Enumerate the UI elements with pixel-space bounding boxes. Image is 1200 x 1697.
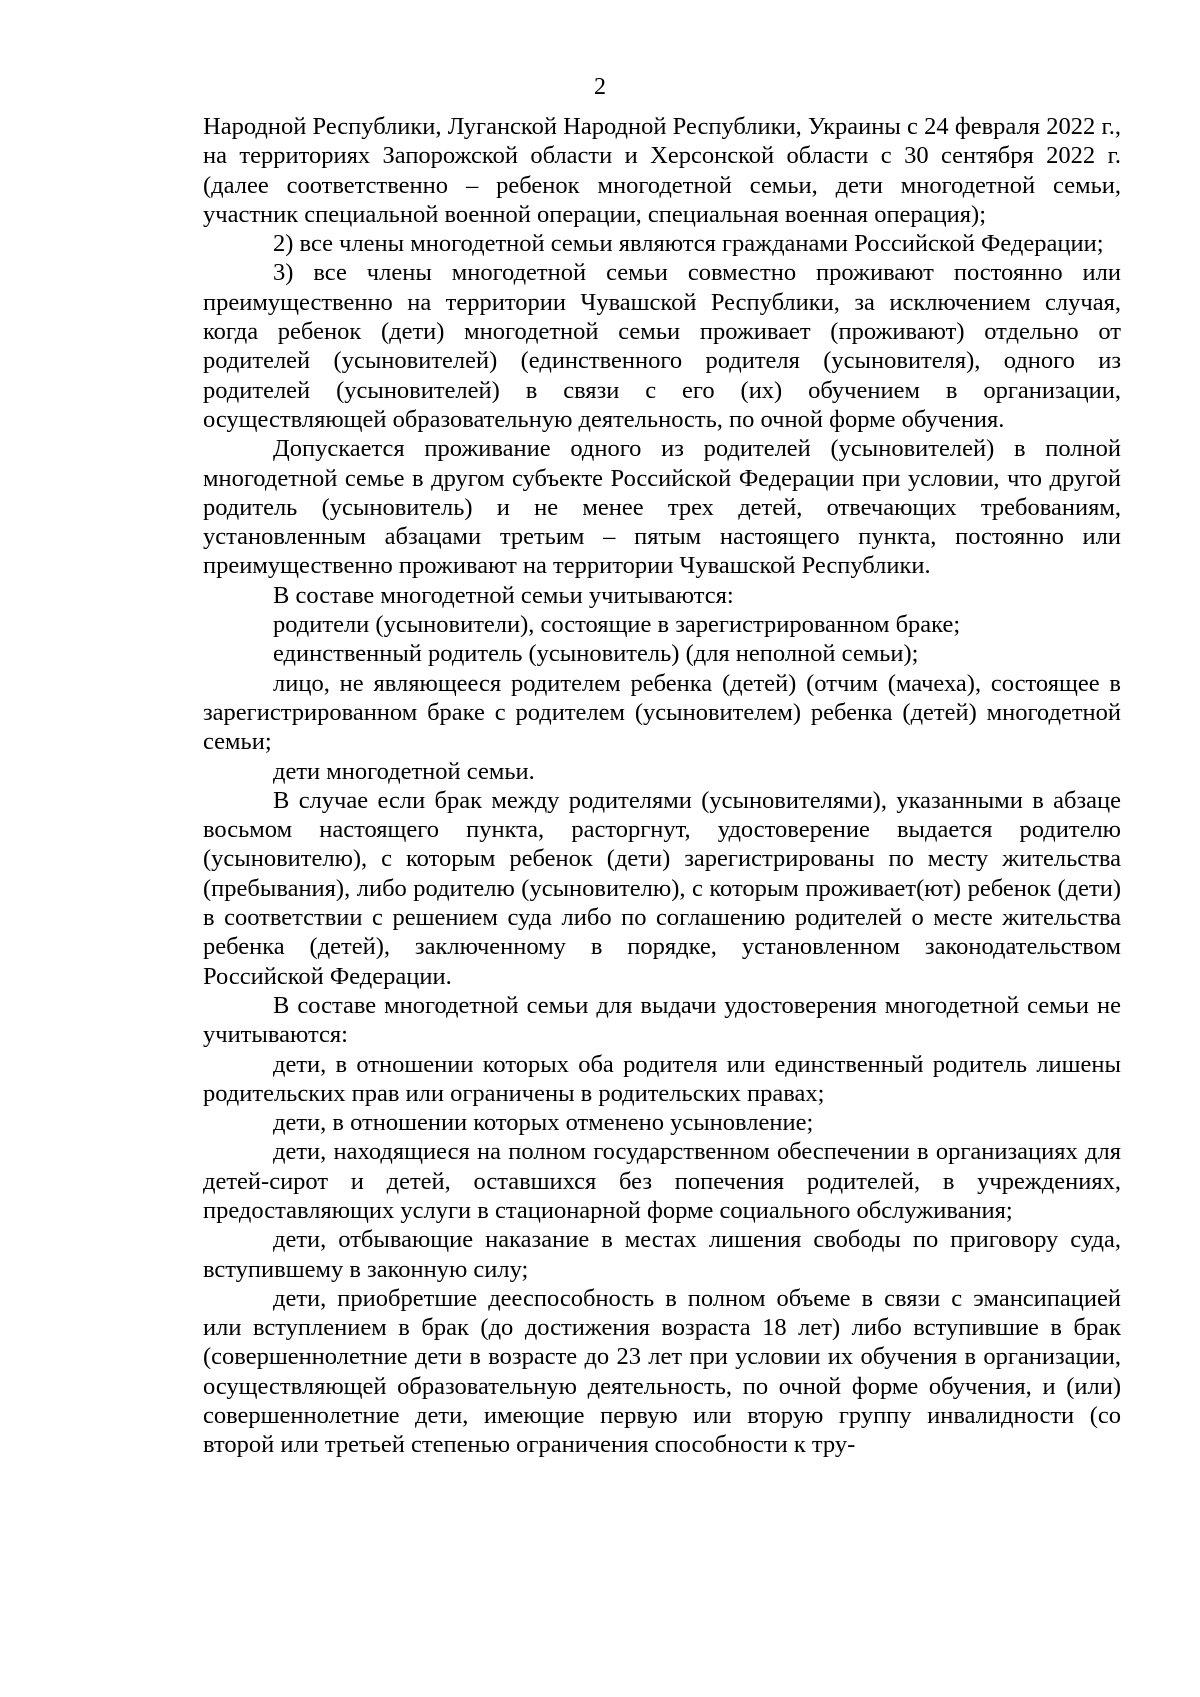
paragraph-6: родители (усыновители), состоящие в зарегистрированном браке; xyxy=(273,611,961,639)
paragraph-11: В составе многодетной семьи для выдачи удостоверения многодетной семьи не учитываются: xyxy=(203,991,1121,1049)
paragraph-2: 2) все члены многодетной семьи являются гражданами Российской Федерации; xyxy=(273,230,1104,258)
paragraph-14: дети, находящиеся на полном государственном обеспечении в организациях для детей-сирот и детей, оставшихся без попечения родителей, в учреждениях, предоставляющих услуги в стационарной форме социального обслуживания; xyxy=(203,1138,1121,1224)
paragraph-1: Народной Республики, Луганской Народной Республики, Украины с 24 февраля 2022 г., на территориях Запорожской области и Херсонской области с 30 сентября 2022 г. (далее соответственно – ребенок многодетной семьи, дети многодетной семьи, участник специальной военной операции, специальная военная операция); xyxy=(203,113,1121,228)
paragraph-13: дети, в отношении которых отменено усыновление; xyxy=(273,1109,814,1137)
paragraph-15: дети, отбывающие наказание в местах лишения свободы по приговору суда, вступившему в законную силу; xyxy=(203,1226,1121,1283)
paragraph-4: Допускается проживание одного из родителей (усыновителей) в полной многодетной семье в другом субъекте Российской Федерации при условии, что другой родитель (усыновитель) и не менее трех детей, отвечающих требованиям, установленным абзацами третьим – пятым настоящего пункта, постоянно или преимущественно проживают на территории Чувашской Республики. xyxy=(203,435,1121,580)
paragraph-9: дети многодетной семьи. xyxy=(273,757,535,785)
paragraph-8: лицо, не являющееся родителем ребенка (детей) (отчим (мачеха), состоящее в зарегистрированном браке с родителем (усыновителем) ребенка (детей) многодетной семьи; xyxy=(203,669,1121,756)
page-number: 2 xyxy=(594,74,606,100)
paragraph-3: 3) все члены многодетной семьи совместно проживают постоянно или преимущественно на территории Чувашской Республики, за исключением случая, когда ребенок (дети) многодетной семьи проживает (проживают) отдельно от родителей (усыновителей) (единственного родителя (усыновителя), одного из родителей (усыновителей) в связи с его (их) обучением в организации, осуществляющей образовательную деятельность, по очной форме обучения. xyxy=(203,259,1121,433)
paragraph-12: дети, в отношении которых оба родителя или единственный родитель лишены родительских прав или ограничены в родительских правах; xyxy=(203,1050,1121,1107)
paragraph-10: В случае если брак между родителями (усыновителями), указанными в абзаце восьмом настоящего пункта, расторгнут, удостоверение выдается родителю (усыновителю), с которым ребенок (дети) зарегистрированы по месту жительства (пребывания), либо родителю (усыновителю), с которым проживает(ют) ребенок (дети) в соответствии с решением суда либо по соглашению родителей о месте жительства ребенка (детей), заключенному в порядке, установленном законодательством Российской Федерации. xyxy=(203,786,1121,990)
paragraph-16: дети, приобретшие дееспособность в полном объеме в связи с эмансипацией или вступлением в брак (до достижения возраста 18 лет) либо вступившие в брак (совершеннолетние дети в возрасте до 23 лет при условии их обучения в организации, осуществляющей образовательную деятельность, по очной форме обучения, и (или) совершеннолетние дети, имеющие первую или вторую группу инвалидности (со второй или третьей степенью ограничения способности к тру- xyxy=(203,1284,1121,1459)
document-body xyxy=(203,112,1121,1460)
paragraph-7: единственный родитель (усыновитель) (для неполной семьи); xyxy=(273,640,919,668)
paragraph-5: В составе многодетной семьи учитываются: xyxy=(273,581,734,609)
